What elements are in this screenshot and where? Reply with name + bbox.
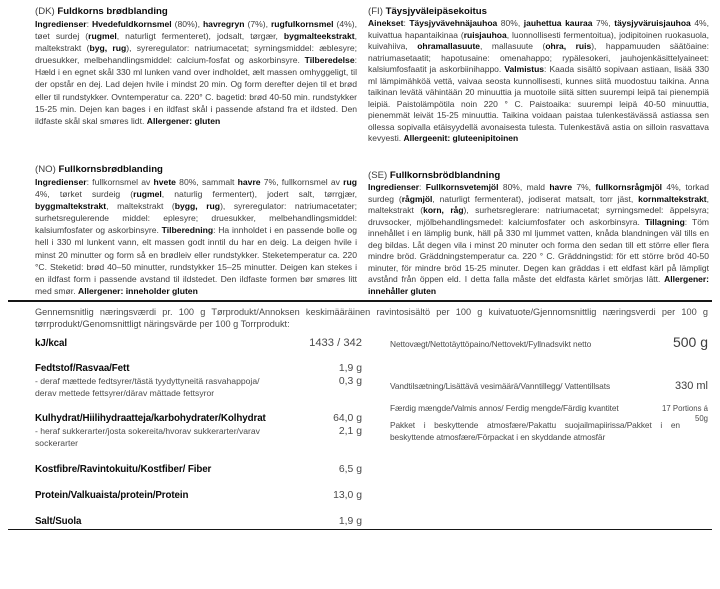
nutrition-row-net-weight xyxy=(390,334,708,350)
row-value: 500 g xyxy=(672,334,708,350)
nutrition-row-packaging-atmosphere xyxy=(390,420,680,443)
row-label: Pakket i beskyttende atmosfære/Pakattu suojailmapiirissa/Pakket i en beskyttende atmosfære/Förpackat i en skyddande atmosfär xyxy=(390,420,680,442)
row-label: Færdig mængde/Valmis annos/ Ferdig mengde/Färdig kvantitet xyxy=(390,403,619,413)
row-value: 6,5 g xyxy=(338,464,362,475)
text-block-no xyxy=(35,164,357,297)
lang-tag-no: (NO) xyxy=(35,164,56,175)
row-label: - deraf mættede fedtsyrer/tästä tyydyttyneitä rasvahappoja/ xyxy=(35,376,260,386)
row-value: 64,0 g xyxy=(333,413,362,424)
row-label: - heraf sukkerarter/josta sokereita/hvorav sukkerarter/varav xyxy=(35,426,260,436)
row-label: Vandtilsætning/Lisättävä vesimäärä/Vanntillegg/ Vattentillsats xyxy=(390,381,611,391)
row-value: 1,9 g xyxy=(338,516,362,527)
nutrition-row-fat xyxy=(35,363,362,374)
portion-size: 50g xyxy=(694,413,708,423)
separator-line-top xyxy=(8,300,712,302)
nutrition-row-carbohydrate xyxy=(35,413,362,424)
separator-line-bottom xyxy=(8,529,712,530)
product-title-dk: Fuldkorns brødblanding xyxy=(57,6,168,17)
block-title-se xyxy=(368,170,709,182)
row-label: Kulhydrat/Hiilihydraatteja/karbohydrater/Kolhydrat xyxy=(35,413,266,424)
row-label: derav mettede fettsyrer/därav mättade fettsyror xyxy=(35,388,215,398)
row-label: Nettovægt/Nettotäyttöpaino/Nettovekt/Fyllnadsvikt netto xyxy=(390,339,592,349)
block-title-fi xyxy=(368,6,709,18)
row-value: 0,3 g xyxy=(338,376,362,387)
block-title-no xyxy=(35,164,357,176)
nutrition-subrow-saturated-fat xyxy=(35,376,362,387)
nutrition-row-fibre xyxy=(35,464,362,475)
block-title-dk xyxy=(35,6,357,18)
portions-count: 17 Portions á xyxy=(662,404,708,413)
row-label: Fedtstof/Rasvaa/Fett xyxy=(35,363,130,374)
product-title-fi: Täysjyväleipäsekoitus xyxy=(385,6,487,17)
nutrition-subrow-sugars xyxy=(35,426,362,437)
text-block-se xyxy=(368,170,709,297)
row-value: 1,9 g xyxy=(338,363,362,374)
ingredients-text-fi: Ainekset: Täysjyvävehnäjauhoa 80%, jauhettua kauraa 7%, täysjyväruisjauhoa 4%, kuivattua hapantaikinaa (ruisjauhoa, luonnollisesti fermentoitua), jodipitoinen ruokasuola, kuivahiiva, ohramallasuute, mallasuute (ohra, ruis), happamuuden säätöaine: natriumasetaatit; hapotusaine: omenahappo; rypälesokeri, jauhojenkäsittelyaineet: kalsiumfosfaatit ja askorbiinihappo. Valmistus: Kaada sisältö sopivaan astiaan, lisää 330 ml lämpimähköä vettä, vaivaa seosta kunnollisesti, kunnes siitä muodostuu taikina. Anna taikinan levätä vähintään 20 minuuttia ja muotoile siitä sitten suurempi leipä tai pienempiä leipiä. Paistolämpötila noin 220 ° C. Paistoaika: suurempi leipä 40-50 minuuttia, pienemmät leivät 15-25 minuuttia. Taikina voidaan paistaa tulenkestävässä astiassa sen ollessa sopivalla etäisyydellä avonaisesta tulesta. Tulenkestävä astia on silloin rasvattava kevyesti. Allergeenit: gluteenipitoinen xyxy=(368,18,709,143)
row-label: sockerarter xyxy=(35,438,78,448)
product-title-se: Fullkornsbrödblandning xyxy=(389,170,501,181)
row-value: 330 ml xyxy=(674,380,708,392)
row-label: kJ/kcal xyxy=(35,338,67,349)
product-title-no: Fullkornsbrødblanding xyxy=(58,164,163,175)
row-value: 2,1 g xyxy=(338,426,362,437)
row-value: 1433 / 342 xyxy=(309,337,362,349)
nutrition-subrow-saturated-fat-cont xyxy=(35,388,362,398)
lang-tag-fi: (FI) xyxy=(368,6,383,17)
nutrition-row-salt xyxy=(35,516,362,527)
nutrition-row-water-addition xyxy=(390,380,708,392)
nutrition-row-protein xyxy=(35,490,362,501)
text-block-fi xyxy=(368,6,709,145)
row-label: Salt/Suola xyxy=(35,516,82,527)
row-value: 13,0 g xyxy=(333,490,362,501)
nutrition-table-header: Gennemsnitlig næringsværdi pr. 100 g Tørprodukt/Annoksen keskimääräinen ravintosisältö per 100 g kuivatuote/Gjennomsnittlig næringsverdi per 100 g tørrprodukt/Genomsnittligt näringsvärde per 100 g Torrprodukt: xyxy=(35,307,708,329)
row-label: Kostfibre/Ravintokuitu/Kostfiber/ Fiber xyxy=(35,464,212,475)
ingredients-text-dk: Ingredienser: Hvedefuldkornsmel (80%), havregryn (7%), rugfulkornsmel (4%), tøet surdej (rugmel, naturligt fermenteret), jodsalt, tørgær, bygmalteekstrakt, maltekstrakt (byg, rug), syreregulator: natriumacetat; syrningsmiddel: æblesyre; druesukker, melbehandlingsmiddel: calcium-fosfat og askorbinsyre. Tilberedelse: Hæld i en egnet skål 330 ml lunken vand over indholdet, ælt massen omhyggeligt, til der opstår en dej. Lad dejen hvile i mindst 20 min. Og form derefter dejen til et brød eller til rundstykker. Ovntemperatur ca. 220° C. bagetid: brød 40-50 min. rundstykker 15-25 min. Dejen kan bages i en ildfast skål i passende afstand fra et ildsted. Den ildfaste skål skal smøres lidt. Allergener: gluten xyxy=(35,19,358,126)
lang-tag-dk: (DK) xyxy=(35,6,55,17)
ingredients-text-no: Ingredienser: fullkornsmel av hvete 80%, sammalt havre 7%, fullkornsmel av rug 4%, tørket surdeig (rugmel, naturlig fermentert), jodert salt, tørrgjær, byggmaltekstrakt, maltekstrakt (bygg, rug), syreregulator: natriumacetater; surhetsregulerende middel: eplesyre; druesukker, melbehandlingsmiddel: kalsiumfosfater og askorbinsyre. Tilberedning: Ha innholdet i en passende bolle og hell i 330 ml lunkent vann, elt massen godt inntil du har en deig. La deigen hvile i minst 20 minutter og form så en brødleiv eller rundstykker. Steketemperatur ca. 220 °C. Steketid: brød 40–50 minutter, rundstykker 15–25 minutter. Deigen kan stekes i en ildfast form i passende avstand til ildstedet. Den ildfaste formen bør smøres litt med smør. Allergener: inneholder gluten xyxy=(35,177,357,296)
nutrition-subrow-sugars-cont xyxy=(35,438,362,448)
row-label: Protein/Valkuaista/protein/Protein xyxy=(35,490,189,501)
lang-tag-se: (SE) xyxy=(368,170,388,181)
nutrition-row-energy xyxy=(35,337,362,349)
ingredients-text-se: Ingredienser: Fullkornsvetemjöl 80%, mald havre 7%, fullkornsrågmjöl 4%, torkad surdeg (rågmjöl, naturligt fermenterat), jodiserat matsalt, torr jäst, kornmaltekstrakt, maltekstrakt (korn, råg), surhetsreglerare: natriumacetat; syrningsmedel: äppelsyra; druvsocker, mjölbehandlingsmedel: kalciumfosfater och askorbinsyra. Tillagning: Töm innehållet i en lämplig bunk, häll på 330 ml ljummet vatten, knåda blandningen väl tills en deg bildas. Låt degen vila i minst 20 minuter och forma den sedan till ett större eller flera mindre bröd. Gräddningstemperatur ca. 220 ° C. Gräddningstid: för ett större bröd 40-50 minuter, för mindre bröd 15-25 minuter. Degen kan gräddas i ett eldfast kärl på lämpligt avstånd från öppen eld. I detta falla måste det eldfasta kärlet smörjas lätt. Allergener: innehåller gluten xyxy=(368,182,710,296)
text-block-dk xyxy=(35,6,357,127)
